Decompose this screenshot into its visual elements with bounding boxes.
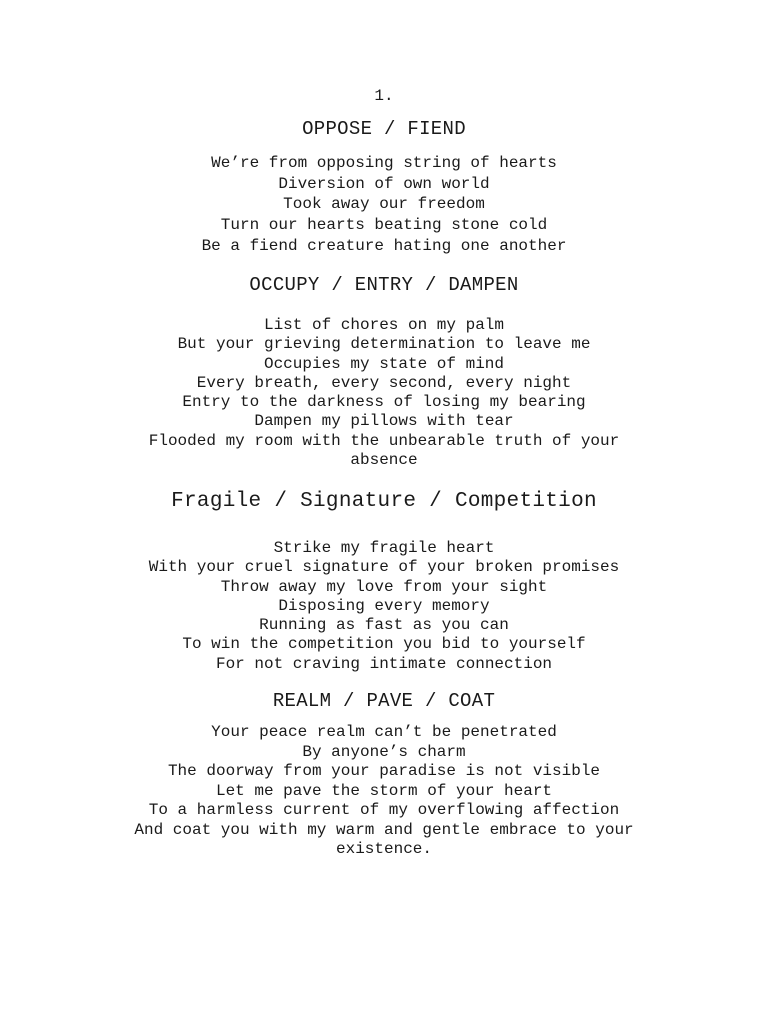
poem-line: Let me pave the storm of your heart [215,781,553,800]
stanza-occupy-entry-dampen [0,316,768,470]
poem-line: For not craving intimate connection [215,654,553,673]
poem-line: Diversion of own world [278,174,490,193]
poem-line: Disposing every memory [278,596,490,615]
poem-line: And coat you with my warm and gentle embrace to your [134,820,634,839]
section-title-fragile-signature-competition: Fragile / Signature / Competition [171,490,597,513]
stanza-fragile-signature-competition [0,539,768,674]
poem-line: absence [350,451,418,470]
poem-line: List of chores on my palm [263,316,505,334]
poem-line: existence. [335,840,432,858]
poem-line: Every breath, every second, every night [196,373,572,392]
poem-line: To a harmless current of my overflowing affection [148,801,620,819]
poem-line: To win the competition you bid to yourself [182,635,586,654]
poem-line: Your peace realm can’t be penetrated [211,723,557,741]
stanza-oppose-fiend [0,153,768,257]
poem-line: Turn our hearts beating stone cold [220,216,548,235]
poem-line: The doorway from your paradise is not visible [167,762,601,780]
poem-line: Flooded my room with the unbearable truth of your [148,431,620,450]
stanza-realm-pave-coat [0,723,768,860]
poem-line: Entry to the darkness of losing my bearing [182,393,586,412]
section-title-oppose-fiend: OPPOSE / FIEND [302,118,466,140]
poem-line: Took away our freedom [283,195,485,214]
poem-line: With your cruel signature of your broken promises [148,558,620,577]
poem-line: We’re from opposing string of hearts [211,154,557,172]
poem-line: Occupies my state of mind [263,354,505,373]
section-title-occupy-entry-dampen: OCCUPY / ENTRY / DAMPEN [249,274,519,296]
poem-line: Strike my fragile heart [273,539,495,557]
poem-line: Be a fiend creature hating one another [201,236,567,255]
section-title-realm-pave-coat: REALM / PAVE / COAT [272,690,496,712]
poem-line: Throw away my love from your sight [220,577,548,596]
poem-line: By anyone’s charm [302,742,466,761]
poem-line: Dampen my pillows with tear [254,412,514,431]
page-number: 1. [374,87,394,105]
poem-line: Running as fast as you can [259,616,509,635]
poem-line: But your grieving determination to leave me [177,335,591,354]
